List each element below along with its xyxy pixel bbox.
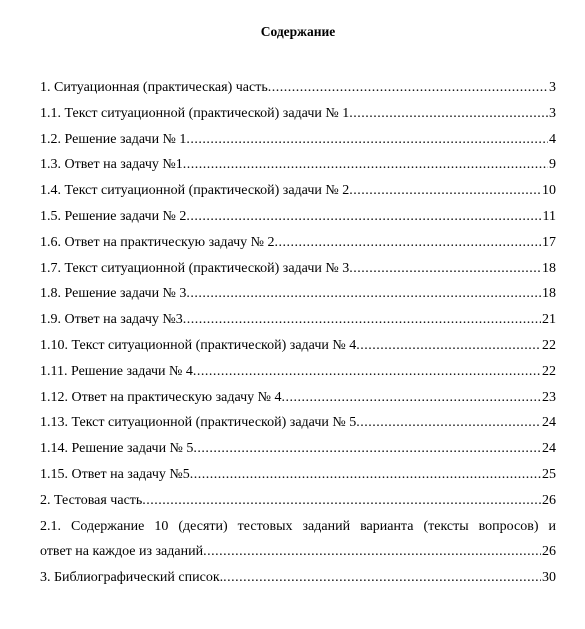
toc-leader-dots xyxy=(193,440,541,458)
toc-page-number: 10 xyxy=(542,183,556,199)
toc-entry-label: 1.11. Решение задачи № 4 xyxy=(40,363,193,379)
toc-entry xyxy=(40,337,556,355)
toc-page-number: 21 xyxy=(542,312,556,328)
toc-leader-dots xyxy=(193,363,541,381)
toc-entry xyxy=(40,182,556,200)
toc-entry xyxy=(40,569,556,587)
toc-page-number: 3 xyxy=(549,80,556,95)
toc-leader-dots xyxy=(186,285,541,303)
toc-page-number: 24 xyxy=(542,415,556,431)
toc-entry-label: 1.12. Ответ на практическую задачу № 4 xyxy=(40,389,282,405)
toc-page-number: 4 xyxy=(549,131,556,147)
toc-entry xyxy=(40,260,556,278)
toc-entry-label: 1.7. Текст ситуационной (практической) задачи № 3 xyxy=(40,260,350,276)
toc-leader-dots xyxy=(349,260,541,278)
toc-page-number: 9 xyxy=(549,157,556,173)
toc-leader-dots xyxy=(183,156,548,174)
toc-entry xyxy=(40,389,556,407)
toc-entry xyxy=(40,492,556,510)
toc-entry-label: 1.4. Текст ситуационной (практической) задачи № 2 xyxy=(40,183,350,199)
toc-entry-label: 1.2. Решение задачи № 1 xyxy=(40,131,187,147)
toc-entry-label: 1.8. Решение задачи № 3 xyxy=(40,286,187,302)
toc-entry-label: 1.1. Текст ситуационной (практической) задачи № 1 xyxy=(40,105,350,121)
toc-entry xyxy=(40,131,556,149)
toc-leader-dots xyxy=(349,105,548,123)
toc-entry-label: 1. Ситуационная (практическая) часть xyxy=(40,80,268,95)
toc-leader-dots xyxy=(275,234,541,252)
toc-page-number: 26 xyxy=(542,544,556,560)
toc-entry xyxy=(40,105,556,123)
toc-leader-dots xyxy=(186,131,548,149)
toc-leader-dots xyxy=(349,182,541,200)
toc-entry xyxy=(40,285,556,303)
toc-entry xyxy=(40,363,556,381)
toc-page-number: 18 xyxy=(542,286,556,302)
toc-page-number: 17 xyxy=(542,234,556,250)
toc-page-number: 25 xyxy=(542,466,556,482)
toc-leader-dots xyxy=(203,543,541,561)
page-title: Содержание xyxy=(260,24,336,39)
toc-leader-dots xyxy=(142,492,541,510)
toc-page-number: 26 xyxy=(542,492,556,508)
table-of-contents xyxy=(40,79,556,595)
toc-entry-label: 1.13. Текст ситуационной (практической) задачи № 5 xyxy=(40,415,357,431)
toc-entry-label: 1.15. Ответ на задачу №5 xyxy=(40,466,190,482)
toc-leader-dots xyxy=(268,79,548,97)
toc-leader-dots xyxy=(190,466,541,484)
toc-entry xyxy=(40,208,556,226)
toc-entry-label: ответ на каждое из заданий xyxy=(40,544,204,560)
toc-entry xyxy=(40,234,556,252)
toc-leader-dots xyxy=(282,389,541,407)
toc-leader-dots xyxy=(356,337,541,355)
toc-entry xyxy=(40,414,556,432)
toc-page-number: 3 xyxy=(549,105,556,121)
toc-page-number: 23 xyxy=(542,389,556,405)
toc-leader-dots xyxy=(356,414,541,432)
toc-leader-dots xyxy=(183,311,541,329)
toc-page-number: 22 xyxy=(542,337,556,353)
toc-entry-label: 1.6. Ответ на практическую задачу № 2 xyxy=(40,234,275,250)
toc-leader-dots xyxy=(186,208,541,226)
toc-entry-label: 1.3. Ответ на задачу №1 xyxy=(40,157,183,173)
toc-entry xyxy=(40,466,556,484)
toc-page-number: 22 xyxy=(542,363,556,379)
toc-page-number: 11 xyxy=(542,208,556,224)
toc-entry xyxy=(40,440,556,458)
toc-entry-label: 2. Тестовая часть xyxy=(40,492,143,508)
toc-page-number: 30 xyxy=(542,570,556,586)
toc-entry-label: 1.9. Ответ на задачу №3 xyxy=(40,312,183,328)
toc-entry-label: 1.14. Решение задачи № 5 xyxy=(40,441,194,457)
toc-entry xyxy=(40,518,556,562)
toc-entry-label-line1: 2.1. Содержание 10 (десяти) тестовых заданий варианта (тексты вопросов) и xyxy=(40,518,556,534)
toc-page-number: 24 xyxy=(542,441,556,457)
toc-entry xyxy=(40,156,556,174)
toc-leader-dots xyxy=(223,569,541,587)
toc-entry-label: 3. Библиографический список. xyxy=(40,570,224,586)
toc-entry xyxy=(40,79,556,97)
toc-entry xyxy=(40,311,556,329)
toc-page-number: 18 xyxy=(542,260,556,276)
toc-entry-label: 1.5. Решение задачи № 2 xyxy=(40,208,187,224)
toc-entry-label: 1.10. Текст ситуационной (практической) задачи № 4 xyxy=(40,337,357,353)
